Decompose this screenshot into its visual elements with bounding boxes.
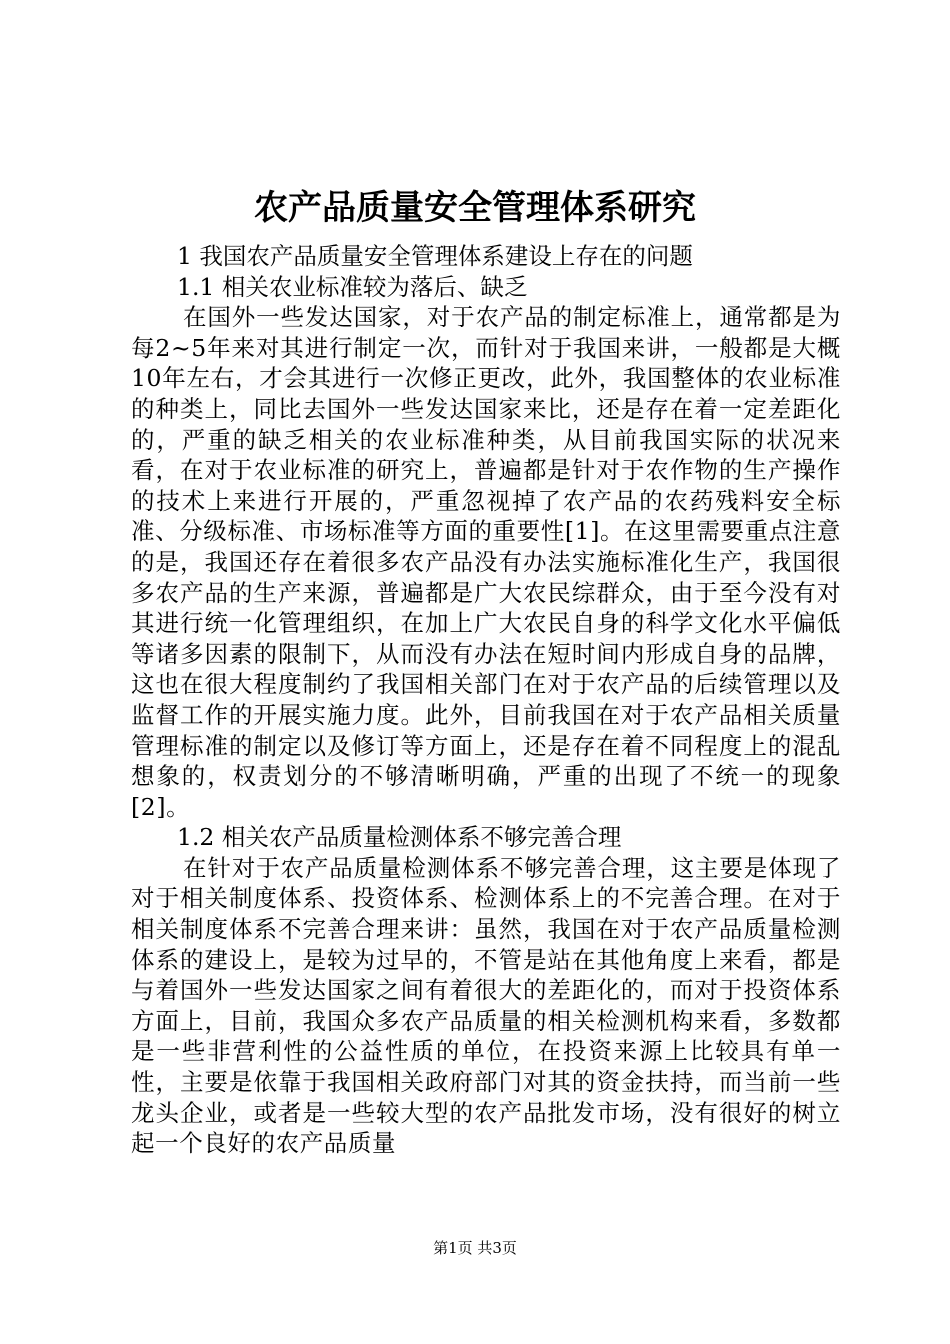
subsection-heading: 1.2 相关农产品质量检测体系不够完善合理 xyxy=(177,823,622,852)
document-body xyxy=(131,241,841,1159)
subsection-heading: 1.1 相关农业标准较为落后、缺乏 xyxy=(177,272,528,301)
section-heading: 1 我国农产品质量安全管理体系建设上存在的问题 xyxy=(177,242,693,270)
document-title: 农产品质量安全管理体系研究 xyxy=(254,188,696,228)
page-footer: 第1页 共3页 xyxy=(433,1239,517,1257)
body-paragraph: 在针对于农产品质量检测体系不够完善合理，这主要是体现了对于相关制度体系、投资体系、检测体系上的不完善合理。在对于相关制度体系不完善合理来讲：虽然，我国在对于农产品质量检测体系的建设上，是较为过早的，不管是站在其他角度上来看，都是与着国外一些发达国家之间有着很大的差距化的，而对于投资体系方面上，目前，我国众多农产品质量的相关检测机构来看，多数都是一些非营利性的公益性质的单位，在投资来源上比较具有单一性，主要是依靠于我国相关政府部门对其的资金扶持，而当前一些龙头企业，或者是一些较大型的农产品批发市场，没有很好的树立起一个良好的农产品质量 xyxy=(131,853,841,1158)
body-paragraph: 在国外一些发达国家，对于农产品的制定标准上，通常都是为每2~5年来对其进行制定一次，而针对于我国来讲，一般都是大概10年左右，才会其进行一次修正更改，此外，我国整体的农业标准的种类上，同比去国外一些发达国家来比，还是存在着一定差距化的，严重的缺乏相关的农业标准种类，从目前我国实际的状况来看，在对于农业标准的研究上，普遍都是针对于农作物的生产操作的技术上来进行开展的，严重忽视掉了农产品的农药残料安全标准、分级标准、市场标准等方面的重要性[1]。在这里需要重点注意的是，我国还存在着很多农产品没有办法实施标准化生产，我国很多农产品的生产来源，普遍都是广大农民综群众，由于至今没有对其进行统一化管理组织，在加上广大农民自身的科学文化水平偏低等诸多因素的限制下，从而没有办法在短时间内形成自身的品牌，这也在很大程度制约了我国相关部门在对于农产品的后续管理以及监督工作的开展实施力度。此外，目前我国在对于农产品相关质量管理标准的制定以及修订等方面上，还是存在着不同程度上的混乱想象的，权责划分的不够清晰明确，严重的出现了不统一的现象[2]。 xyxy=(131,303,841,821)
